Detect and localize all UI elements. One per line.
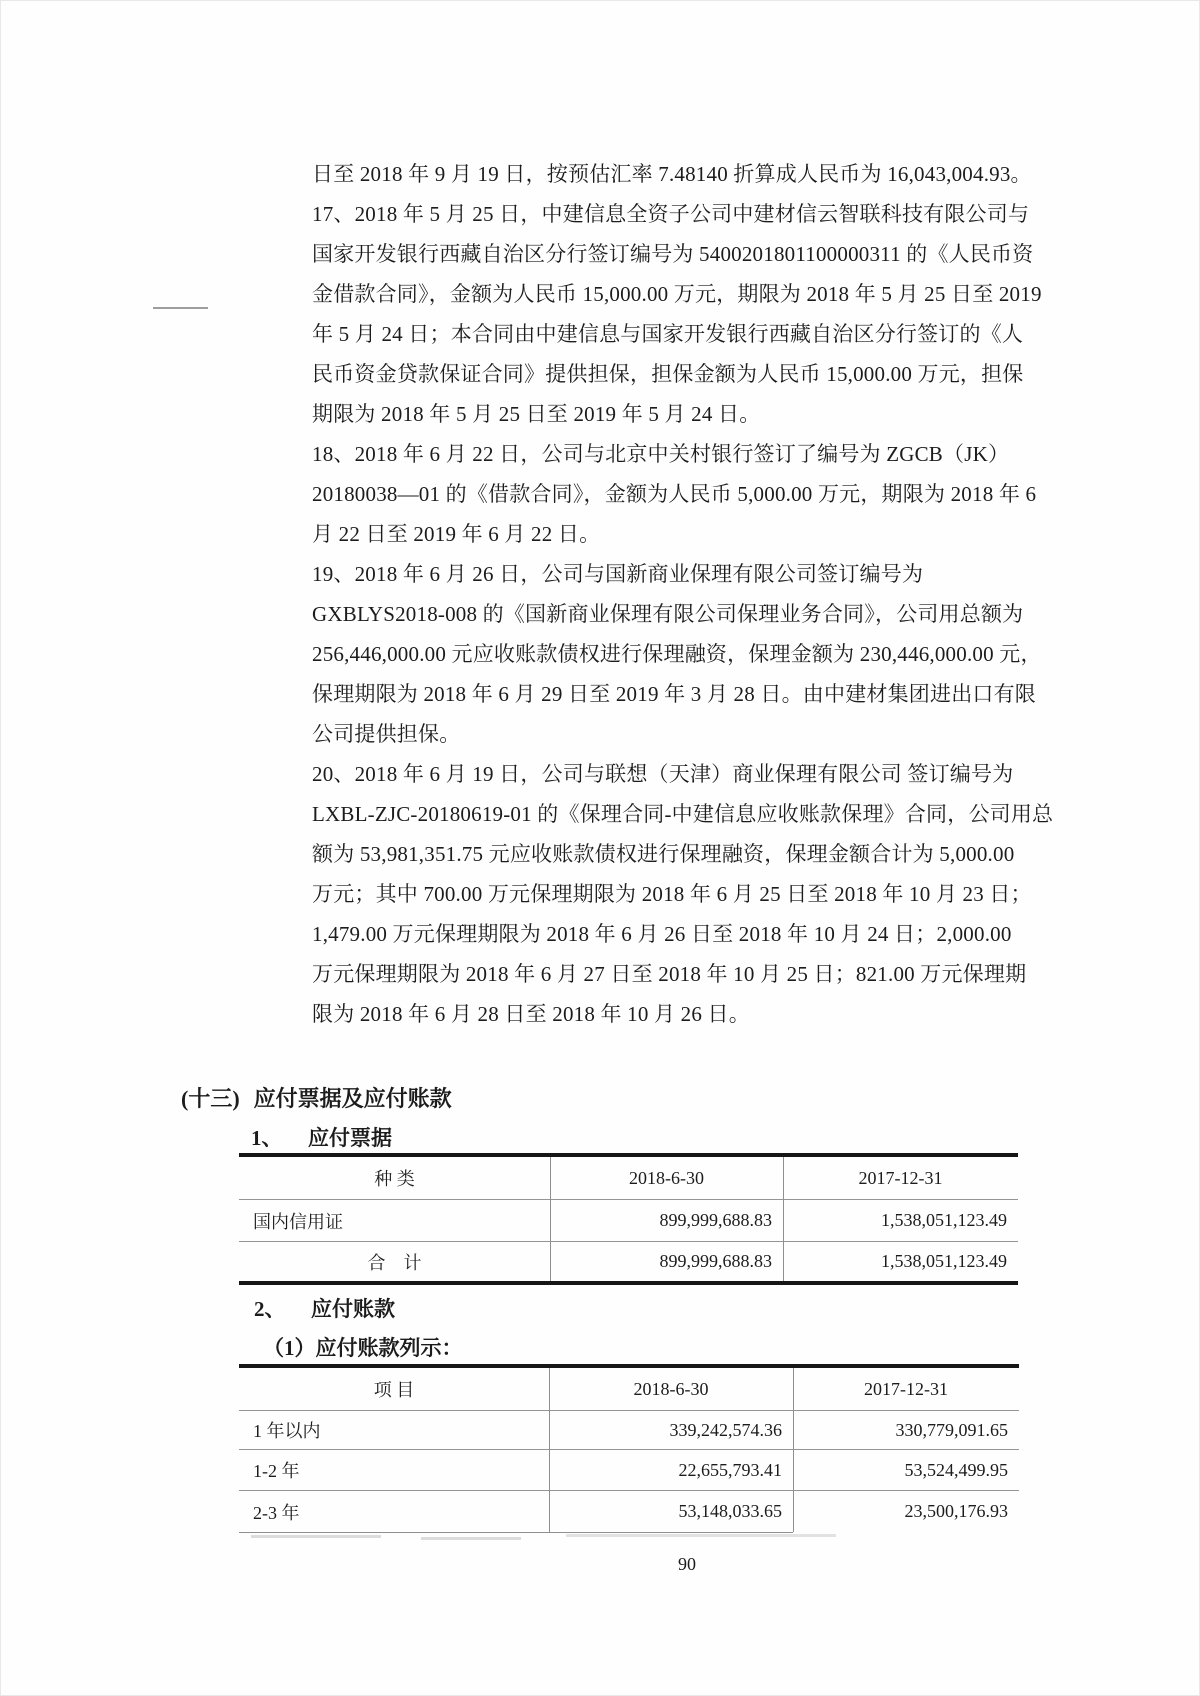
value-2018-6-30: 899,999,688.83 xyxy=(659,1210,772,1230)
value-2017-12-31: 330,779,091.65 xyxy=(895,1419,1008,1440)
subheading-number: 1、 xyxy=(251,1126,283,1150)
section-heading xyxy=(181,1079,452,1119)
section-title: 应付票据及应付账款 xyxy=(253,1086,452,1111)
header-cell-2017-12-31: 2017-12-31 xyxy=(864,1378,948,1399)
notes-payable-table xyxy=(239,1153,1018,1285)
body-line: 保理期限为 2018 年 6 月 29 日至 2019 年 3 月 28 日。由中建材集团进出口有限 xyxy=(312,682,1036,706)
header-cell-2017-12-31: 2017-12-31 xyxy=(858,1167,943,1188)
header-cell-2018-6-30: 2018-6-30 xyxy=(633,1378,709,1399)
scan-smudge xyxy=(421,1537,521,1540)
body-line: LXBL-ZJC-20180619-01 的《保理合同-中建信息应收账款保理》合同，公司用总 xyxy=(312,802,1054,826)
table-row xyxy=(239,1242,1018,1281)
body-line: 民币资金贷款保证合同》提供担保，担保金额为人民币 15,000.00 万元，担保 xyxy=(312,362,1024,386)
body-line: 19、2018 年 6 月 26 日，公司与国新商业保理有限公司签订编号为 xyxy=(312,562,924,586)
scan-smudge xyxy=(566,1534,836,1537)
value-2018-6-30: 899,999,688.83 xyxy=(659,1251,772,1271)
body-line: 限为 2018 年 6 月 28 日至 2018 年 10 月 26 日。 xyxy=(312,1002,750,1026)
value-2017-12-31: 23,500,176.93 xyxy=(904,1501,1008,1521)
table-row xyxy=(239,1491,1019,1532)
body-line: 额为 53,981,351.75 元应收账款债权进行保理融资，保理金额合计为 5,000.00 xyxy=(312,842,1015,866)
column-divider xyxy=(549,1368,550,1532)
body-line: 17、2018 年 5 月 25 日，中建信息全资子公司中建材信云智联科技有限公司与 xyxy=(312,202,1030,226)
table-header-row xyxy=(239,1368,1019,1411)
subheading-title: 应付票据 xyxy=(308,1126,392,1150)
body-paragraphs xyxy=(312,154,1054,1034)
body-line: GXBLYS2018-008 的《国新商业保理有限公司保理业务合同》，公司用总额为 xyxy=(312,602,1024,626)
body-line: 20180038—01 的《借款合同》，金额为人民币 5,000.00 万元，期限为 2018 年 6 xyxy=(312,482,1037,506)
body-line: 1,479.00 万元保理期限为 2018 年 6 月 26 日至 2018 年 10 月 24 日；2,000.00 xyxy=(312,922,1012,946)
row-label: 国内信用证 xyxy=(253,1211,343,1232)
accounts-payable-table xyxy=(239,1364,1019,1532)
body-line: 公司提供担保。 xyxy=(312,722,461,746)
body-line: 月 22 日至 2019 年 6 月 22 日。 xyxy=(312,522,601,546)
subheading-number: 2、 xyxy=(254,1297,286,1321)
column-divider xyxy=(793,1368,794,1532)
table-body xyxy=(239,1200,1018,1281)
truncated-bottom-border xyxy=(239,1532,793,1533)
body-line: 18、2018 年 6 月 22 日，公司与北京中关村银行签订了编号为 ZGCB（JK） xyxy=(312,442,1010,466)
scan-mark-dash xyxy=(153,307,208,309)
column-divider xyxy=(783,1157,784,1281)
subheading-notes-payable xyxy=(251,1118,392,1158)
value-2017-12-31: 1,538,051,123.49 xyxy=(881,1251,1007,1271)
value-2017-12-31: 53,524,499.95 xyxy=(904,1459,1008,1480)
column-divider xyxy=(550,1157,551,1281)
body-line: 国家开发银行西藏自治区分行签订编号为 5400201801100000311 的《人民币资 xyxy=(312,242,1034,266)
value-2018-6-30: 53,148,033.65 xyxy=(678,1501,782,1521)
body-line: 万元；其中 700.00 万元保理期限为 2018 年 6 月 25 日至 2018 年 10 月 23 日； xyxy=(312,882,1032,906)
row-label: 合 计 xyxy=(367,1252,422,1273)
row-label: 1 年以内 xyxy=(253,1421,321,1441)
body-line: 256,446,000.00 元应收账款债权进行保理融资，保理金额为 230,446,000.00 元， xyxy=(312,642,1042,666)
subheading-title: 应付账款 xyxy=(311,1297,395,1321)
body-line: 期限为 2018 年 5 月 25 日至 2019 年 5 月 24 日。 xyxy=(312,402,761,426)
scan-smudge xyxy=(251,1535,381,1538)
body-line: 年 5 月 24 日；本合同由中建信息与国家开发银行西藏自治区分行签订的《人 xyxy=(312,322,1024,346)
page-number: 90 xyxy=(678,1554,696,1574)
table-body xyxy=(239,1411,1019,1532)
body-line: 20、2018 年 6 月 19 日，公司与联想（天津）商业保理有限公司 签订编号为 xyxy=(312,762,1014,786)
row-label: 1-2 年 xyxy=(253,1461,300,1481)
table-header-row xyxy=(239,1157,1018,1200)
value-2017-12-31: 1,538,051,123.49 xyxy=(881,1210,1007,1230)
subheading-accounts-payable-list: （1）应付账款列示： xyxy=(263,1336,463,1360)
table-row xyxy=(239,1200,1018,1242)
header-cell-2018-6-30: 2018-6-30 xyxy=(629,1167,704,1188)
header-cell-category: 种 类 xyxy=(374,1169,415,1189)
subheading-accounts-payable xyxy=(254,1289,395,1329)
body-line: 日至 2018 年 9 月 19 日，按预估汇率 7.48140 折算成人民币为 16,043,004.93。 xyxy=(312,162,1032,186)
body-line: 万元保理期限为 2018 年 6 月 27 日至 2018 年 10 月 25 日；821.00 万元保理期 xyxy=(312,962,1027,986)
value-2018-6-30: 339,242,574.36 xyxy=(669,1419,782,1440)
table-row xyxy=(239,1450,1019,1491)
value-2018-6-30: 22,655,793.41 xyxy=(678,1459,782,1480)
row-label: 2-3 年 xyxy=(253,1502,300,1523)
table-row xyxy=(239,1411,1019,1450)
body-line: 金借款合同》，金额为人民币 15,000.00 万元，期限为 2018 年 5 月 25 日至 2019 xyxy=(312,282,1042,306)
header-cell-item: 项 目 xyxy=(373,1380,415,1400)
section-number: (十三) xyxy=(181,1086,240,1111)
